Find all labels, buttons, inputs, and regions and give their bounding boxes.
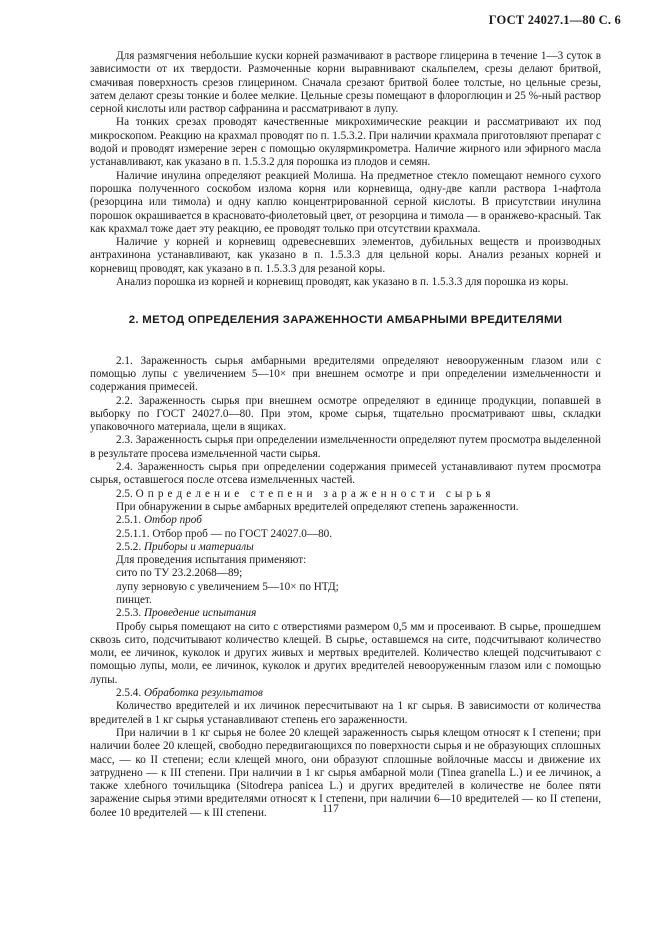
clause-number: 2.5.4. <box>116 687 142 700</box>
section-heading: 2. МЕТОД ОПРЕДЕЛЕНИЯ ЗАРАЖЕННОСТИ АМБАРНЫМИ ВРЕДИТЕЛЯМИ <box>128 314 563 327</box>
paragraph-powder: Анализ порошка из корней и корневищ проводят, как указано в п. 1.5.3.3 для порошка из коры. <box>116 276 569 289</box>
paragraph-microchemical: На тонких срезах проводят качественные микрохимические реакции и рассматривают их под микроскопом. Реакцию на крахмал проводят по п. 1.5.3.2. При наличии крахмала приготовляют препарат с водой и проводят измерение зерен с помощью окулярмикрометра. Наличие жирного или эфирного масла устанавливают, как указано в п. 1.5.3.2 для порошка из плодов и семян. <box>90 116 601 169</box>
paragraph-inulin: Наличие инулина определяют реакцией Молиша. На предметное стекло помещают немного сухого порошка полученного соскобом излома корня или корневища, одну-две капли раствора 1-нафтола (резорцина или тимола) и одну каплю концентрированной серной кислоты. В присутствии инулина порошок окрашивается в красновато-фиолетовый цвет, от резорцина и тимола — в оранжево-красный. Так как крахмал тоже дает эту реакцию, ее проводят только при отсутствии крахмала. <box>90 169 601 235</box>
equipment-item-magnifier: лупу зерновую с увеличением 5—10× по НТД; <box>116 580 339 593</box>
clause-number: 2.5. <box>116 487 133 500</box>
equipment-intro: Для проведения испытания применяют: <box>116 554 307 567</box>
paragraph-lignified: Наличие у корней и корневищ одревесневших элементов, дубильных веществ и производных антрахинона устанавливают, как указано в п. 1.5.3.3 для цельной коры. Анализ резаных корней и корневищ проводят, как указано в п. 1.5.3.3 для резаной коры. <box>90 236 601 275</box>
clause-number: 2.5.2. <box>116 540 142 553</box>
clause-2-5-4-title: Обработка результатов <box>143 687 263 700</box>
clause-2-5-2 <box>90 541 601 554</box>
clause-2-5-title: Определение степени зараженности сырья <box>135 487 495 500</box>
page-body <box>90 50 601 820</box>
clause-2-5-4-text-1: Количество вредителей и их личинок пересчитывают на 1 кг сырья. В зависимости от количества вредителей в 1 кг сырья устанавливают степень его зараженности. <box>90 700 601 726</box>
clause-2-5-4 <box>90 687 601 700</box>
clause-number: 2.5.3. <box>116 607 142 620</box>
clause-2-5-1-title: Отбор проб <box>143 514 202 527</box>
paragraph-root-softening: Для размягчения небольшие куски корней размачивают в растворе глицерина в течение 1—3 суток в зависимости от их твердости. Размоченные корни выравнивают скальпелем, срезы делают бритвой, смачивая поверхность срезов глицерином. Сначала срезают бритвой более толстые, но цельные срезы, затем делают срезы тонкие и более мелкие. Цельные срезы помещают в флороглюцин и 25 %-ный раствор серной кислоты или раствор сафранина и рассматривают в лупу. <box>90 50 601 116</box>
clause-2-5-2-title: Приборы и материалы <box>143 540 254 553</box>
clause-2-3: 2.3. Зараженность сырья при определении измельченности определяют путем просмотра выделенной в результате просева измельченной части сырья. <box>90 434 601 460</box>
clause-2-5-3-text: Пробу сырья помещают на сито с отверстиями размером 0,5 мм и просеивают. В сырье, прошедшем сквозь сито, подсчитывают количество клещей. В сырье, оставшемся на сите, подсчитывают количество моли, ее личинок, куколок и других живых и мертвых вредителей. Количество клещей подсчитывают с помощью лупы, моли, ее личинок, куколок и других вредителей невооруженным глазом или с помощью лупы. <box>90 620 601 686</box>
clause-2-2: 2.2. Зараженность сырья при внешнем осмотре определяют в единице продукции, попавшей в выборку по ГОСТ 24027.0—80. При этом, кроме сырья, тщательно просматривают швы, складки упаковочного материала, щели в ящиках. <box>90 394 601 434</box>
clause-2-5-4-text-2: При наличии в 1 кг сырья не более 20 клещей зараженность сырья клещом относят к I степени; при наличии более 20 клещей, свободно передвигающихся по поверхности сырья и не образующих сплошных масс, — ко II степени; если клещей много, они образуют сплошные войлочные массы и движение их затруднено — к III степени. При наличии в 1 кг сырья амбарной моли (Tinea granella L.) и ее личинок, а также хлебного точильщика (Sitodrepa panicea L.) и других вредителей в количестве не более пяти заражение сырья этими вредителями относят к I степени, при наличии 6—10 вредителей — ко II степени, более 10 вредителей — к III степени. <box>90 726 601 819</box>
running-header: ГОСТ 24027.1—80 С. 6 <box>488 13 621 27</box>
clause-2-5-text: При обнаружении в сырье амбарных вредителей определяют степень зараженности. <box>116 500 519 513</box>
equipment-item-sieve: сито по ТУ 23.2.2068—89; <box>116 567 243 580</box>
clause-2-1: 2.1. Зараженность сырья амбарными вредителями определяют невооруженным глазом или с помощью лупы с увеличением 5—10× при внешнем осмотре и при определении измельченности и содержания примесей. <box>90 354 601 394</box>
clause-2-5-1-1: 2.5.1.1. Отбор проб — по ГОСТ 24027.0—80. <box>116 527 333 540</box>
equipment-item-tweezers: пинцет. <box>116 593 152 606</box>
clause-2-4: 2.4. Зараженность сырья при определении содержания примесей устанавливают путем просмотра сырья, оставшегося после отсева измельченных частей. <box>90 461 601 487</box>
clause-2-5-3-title: Проведение испытания <box>143 607 257 620</box>
clause-2-5-1 <box>90 514 601 527</box>
page-number: 117 <box>322 803 339 815</box>
clause-number: 2.5.1. <box>116 514 142 527</box>
clause-2-5 <box>90 488 601 501</box>
clause-2-5-3 <box>90 607 601 620</box>
